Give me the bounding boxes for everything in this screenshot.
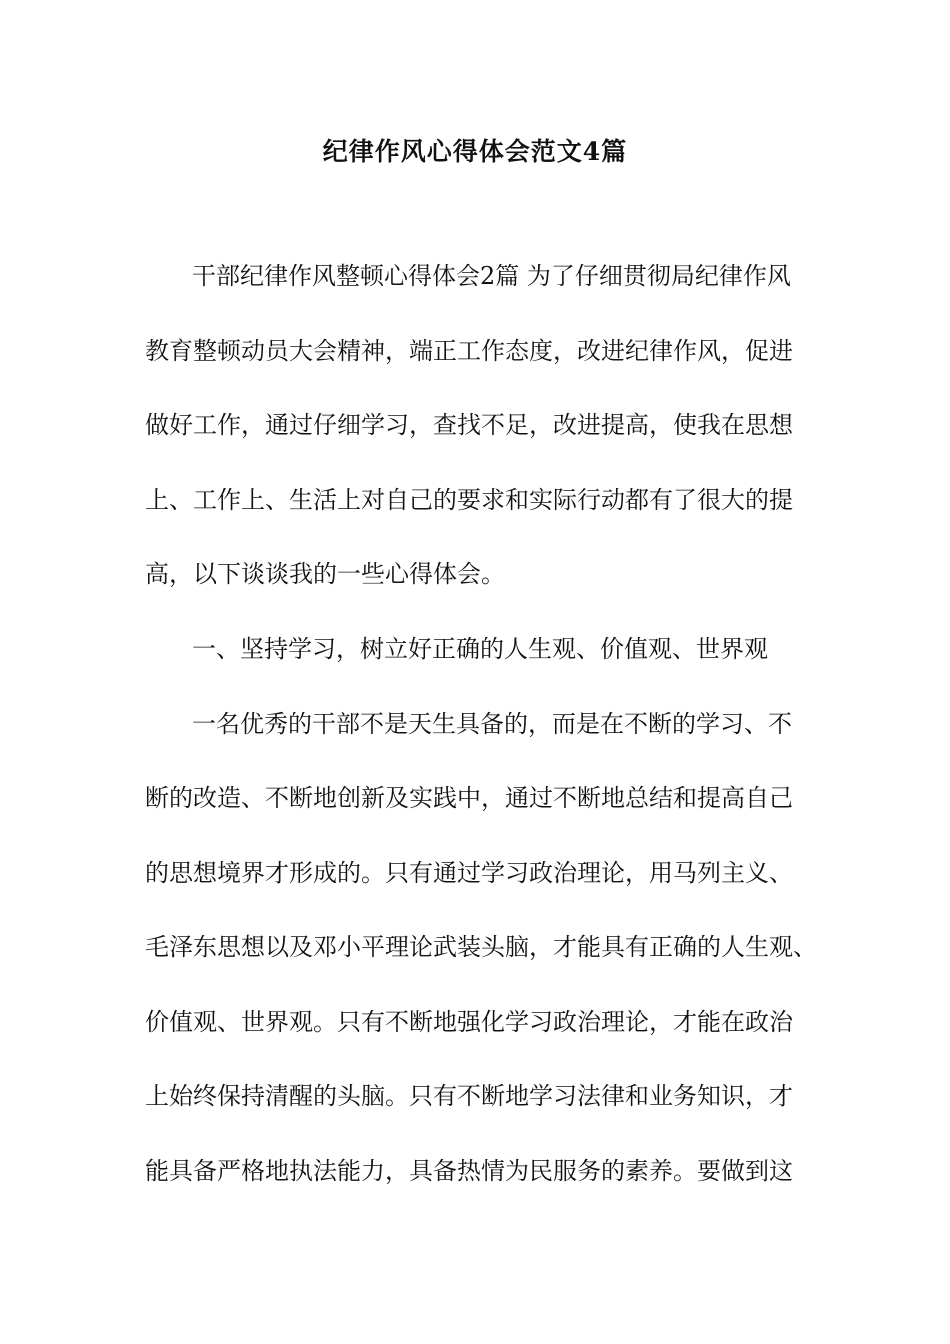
paragraph-line-9: 毛泽东思想以及邓小平理论武装头脑，才能具有正确的人生观、	[145, 933, 817, 961]
paragraph-line-1: 干部纪律作风整顿心得体会2篇 为了仔细贯彻局纪律作风	[192, 262, 791, 290]
paragraph-line-2: 教育整顿动员大会精神，端正工作态度，改进纪律作风，促进	[145, 337, 793, 365]
paragraph-line-8: 的思想境界才形成的。只有通过学习政治理论，用马列主义、	[145, 859, 793, 887]
section-heading-1: 一、坚持学习，树立好正确的人生观、价值观、世界观	[192, 635, 768, 663]
paragraph-line-3: 做好工作，通过仔细学习，查找不足，改进提高，使我在思想	[145, 411, 793, 439]
paragraph-line-11: 上始终保持清醒的头脑。只有不断地学习法律和业务知识，才	[145, 1082, 793, 1110]
paragraph-line-5: 高，以下谈谈我的一些心得体会。	[145, 560, 505, 588]
document-title: 纪律作风心得体会范文4篇	[322, 137, 628, 166]
paragraph-line-12: 能具备严格地执法能力，具备热情为民服务的素养。要做到这	[145, 1157, 793, 1185]
paragraph-line-10: 价值观、世界观。只有不断地强化学习政治理论，才能在政治	[145, 1008, 793, 1036]
paragraph-line-7: 断的改造、不断地创新及实践中，通过不断地总结和提高自己	[145, 784, 793, 812]
paragraph-line-4: 上、工作上、生活上对自己的要求和实际行动都有了很大的提	[145, 486, 793, 514]
paragraph-line-6: 一名优秀的干部不是天生具备的，而是在不断的学习、不	[192, 710, 792, 738]
